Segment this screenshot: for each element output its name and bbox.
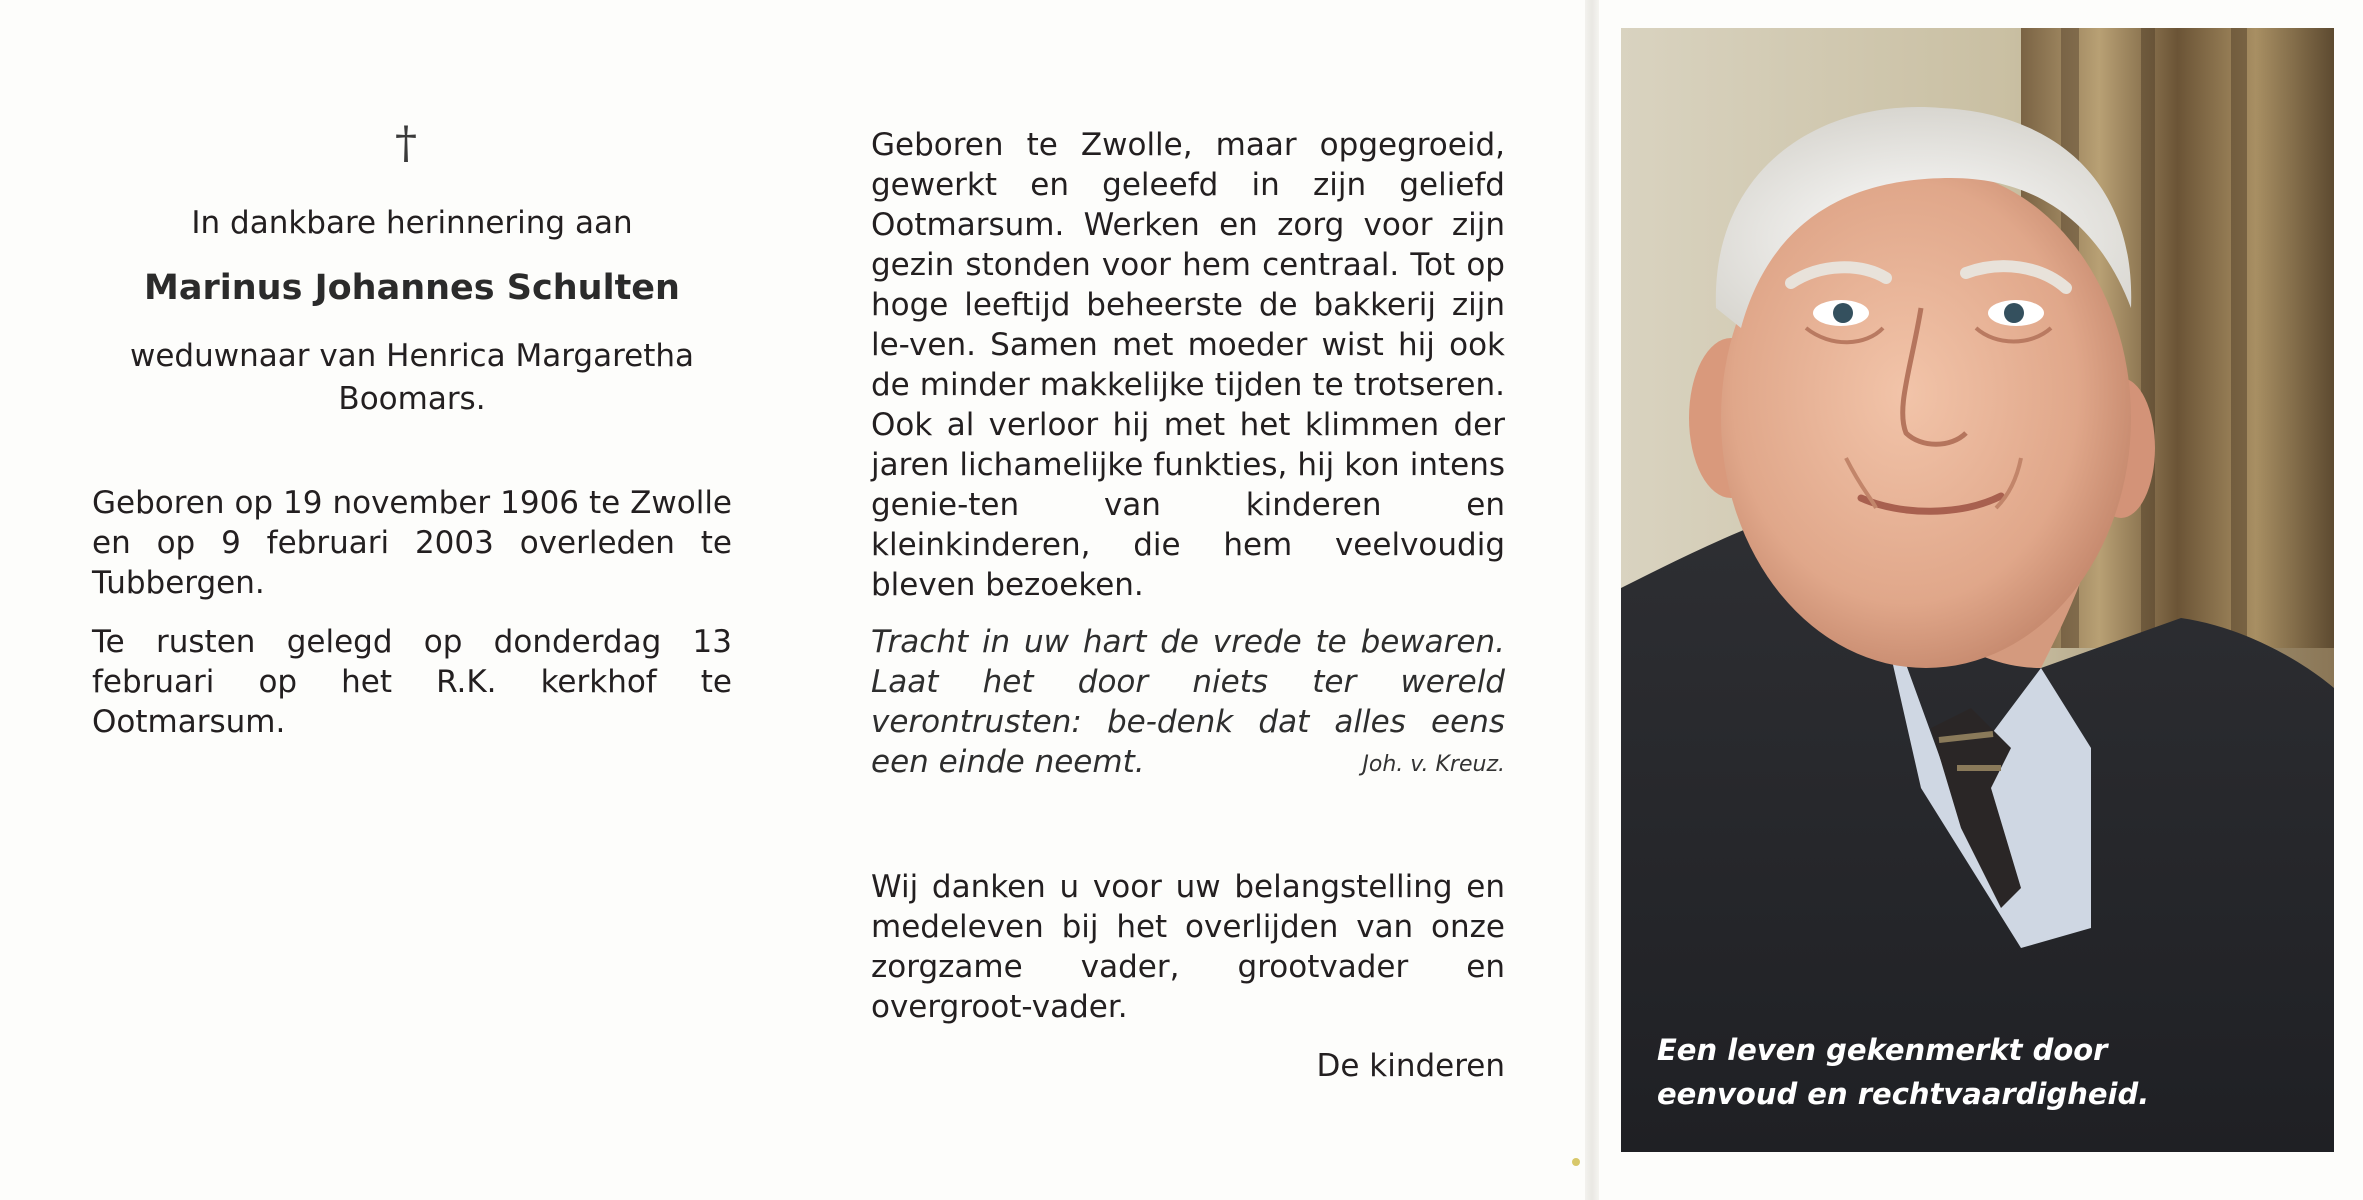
portrait-illustration [1621,28,2334,1152]
birth-death-text: Geboren op 19 november 1906 te Zwolle en op 9 februari 2003 overleden te Tubbergen. [92,485,732,601]
quote-author: Joh. v. Kreuz. [1362,752,1505,777]
cross-icon: † [395,118,417,169]
burial-text: Te rusten gelegd op donderdag 13 februari op het R.K. kerkhof te Ootmarsum. [92,624,732,740]
caption-line-2: eenvoud en rechtvaardigheid. [1657,1077,2150,1111]
quote-text: Tracht in uw hart de vrede te bewaren. Laat het door niets ter wereld verontrusten: be-denk dat alles eens een einde neemt. [871,624,1505,780]
widow-line-1: weduwnaar van Henrica Margaretha [129,338,695,374]
widow-line-2: Boomars. [338,381,486,417]
thanks-text: Wij danken u voor uw belangstelling en medeleven bij het overlijden van onze zorgzame vader, grootvader en overgroot-vader. [871,869,1505,1025]
caption-line-1: Een leven gekenmerkt door [1657,1033,2108,1067]
card-fold [1585,0,1599,1200]
biography-text: Geboren te Zwolle, maar opgegroeid, gewerkt en geleefd in zijn geliefd Ootmarsum. Werken en zorg voor zijn gezin stonden voor hem centraal. Tot op hoge leeftijd beheerste de bakkerij zijn le-ven. Samen met moeder wist hij ook de minder makkelijke tijden te trotseren. Ook al verloor hij met het klimmen der jaren lichamelijke funkties, hij kon intens genie-ten van kinderen en kleinkinderen, die hem veelvoudig bleven bezoeken. [871,127,1505,603]
widow-text [92,335,732,421]
decorative-dot [1572,1158,1580,1166]
intro-text: In dankbare herinnering aan [191,205,633,241]
photo-caption [1657,1028,2317,1116]
deceased-name: Marinus Johannes Schulten [144,268,680,308]
signature: De kinderen [1316,1048,1505,1084]
portrait-photo [1621,28,2334,1152]
